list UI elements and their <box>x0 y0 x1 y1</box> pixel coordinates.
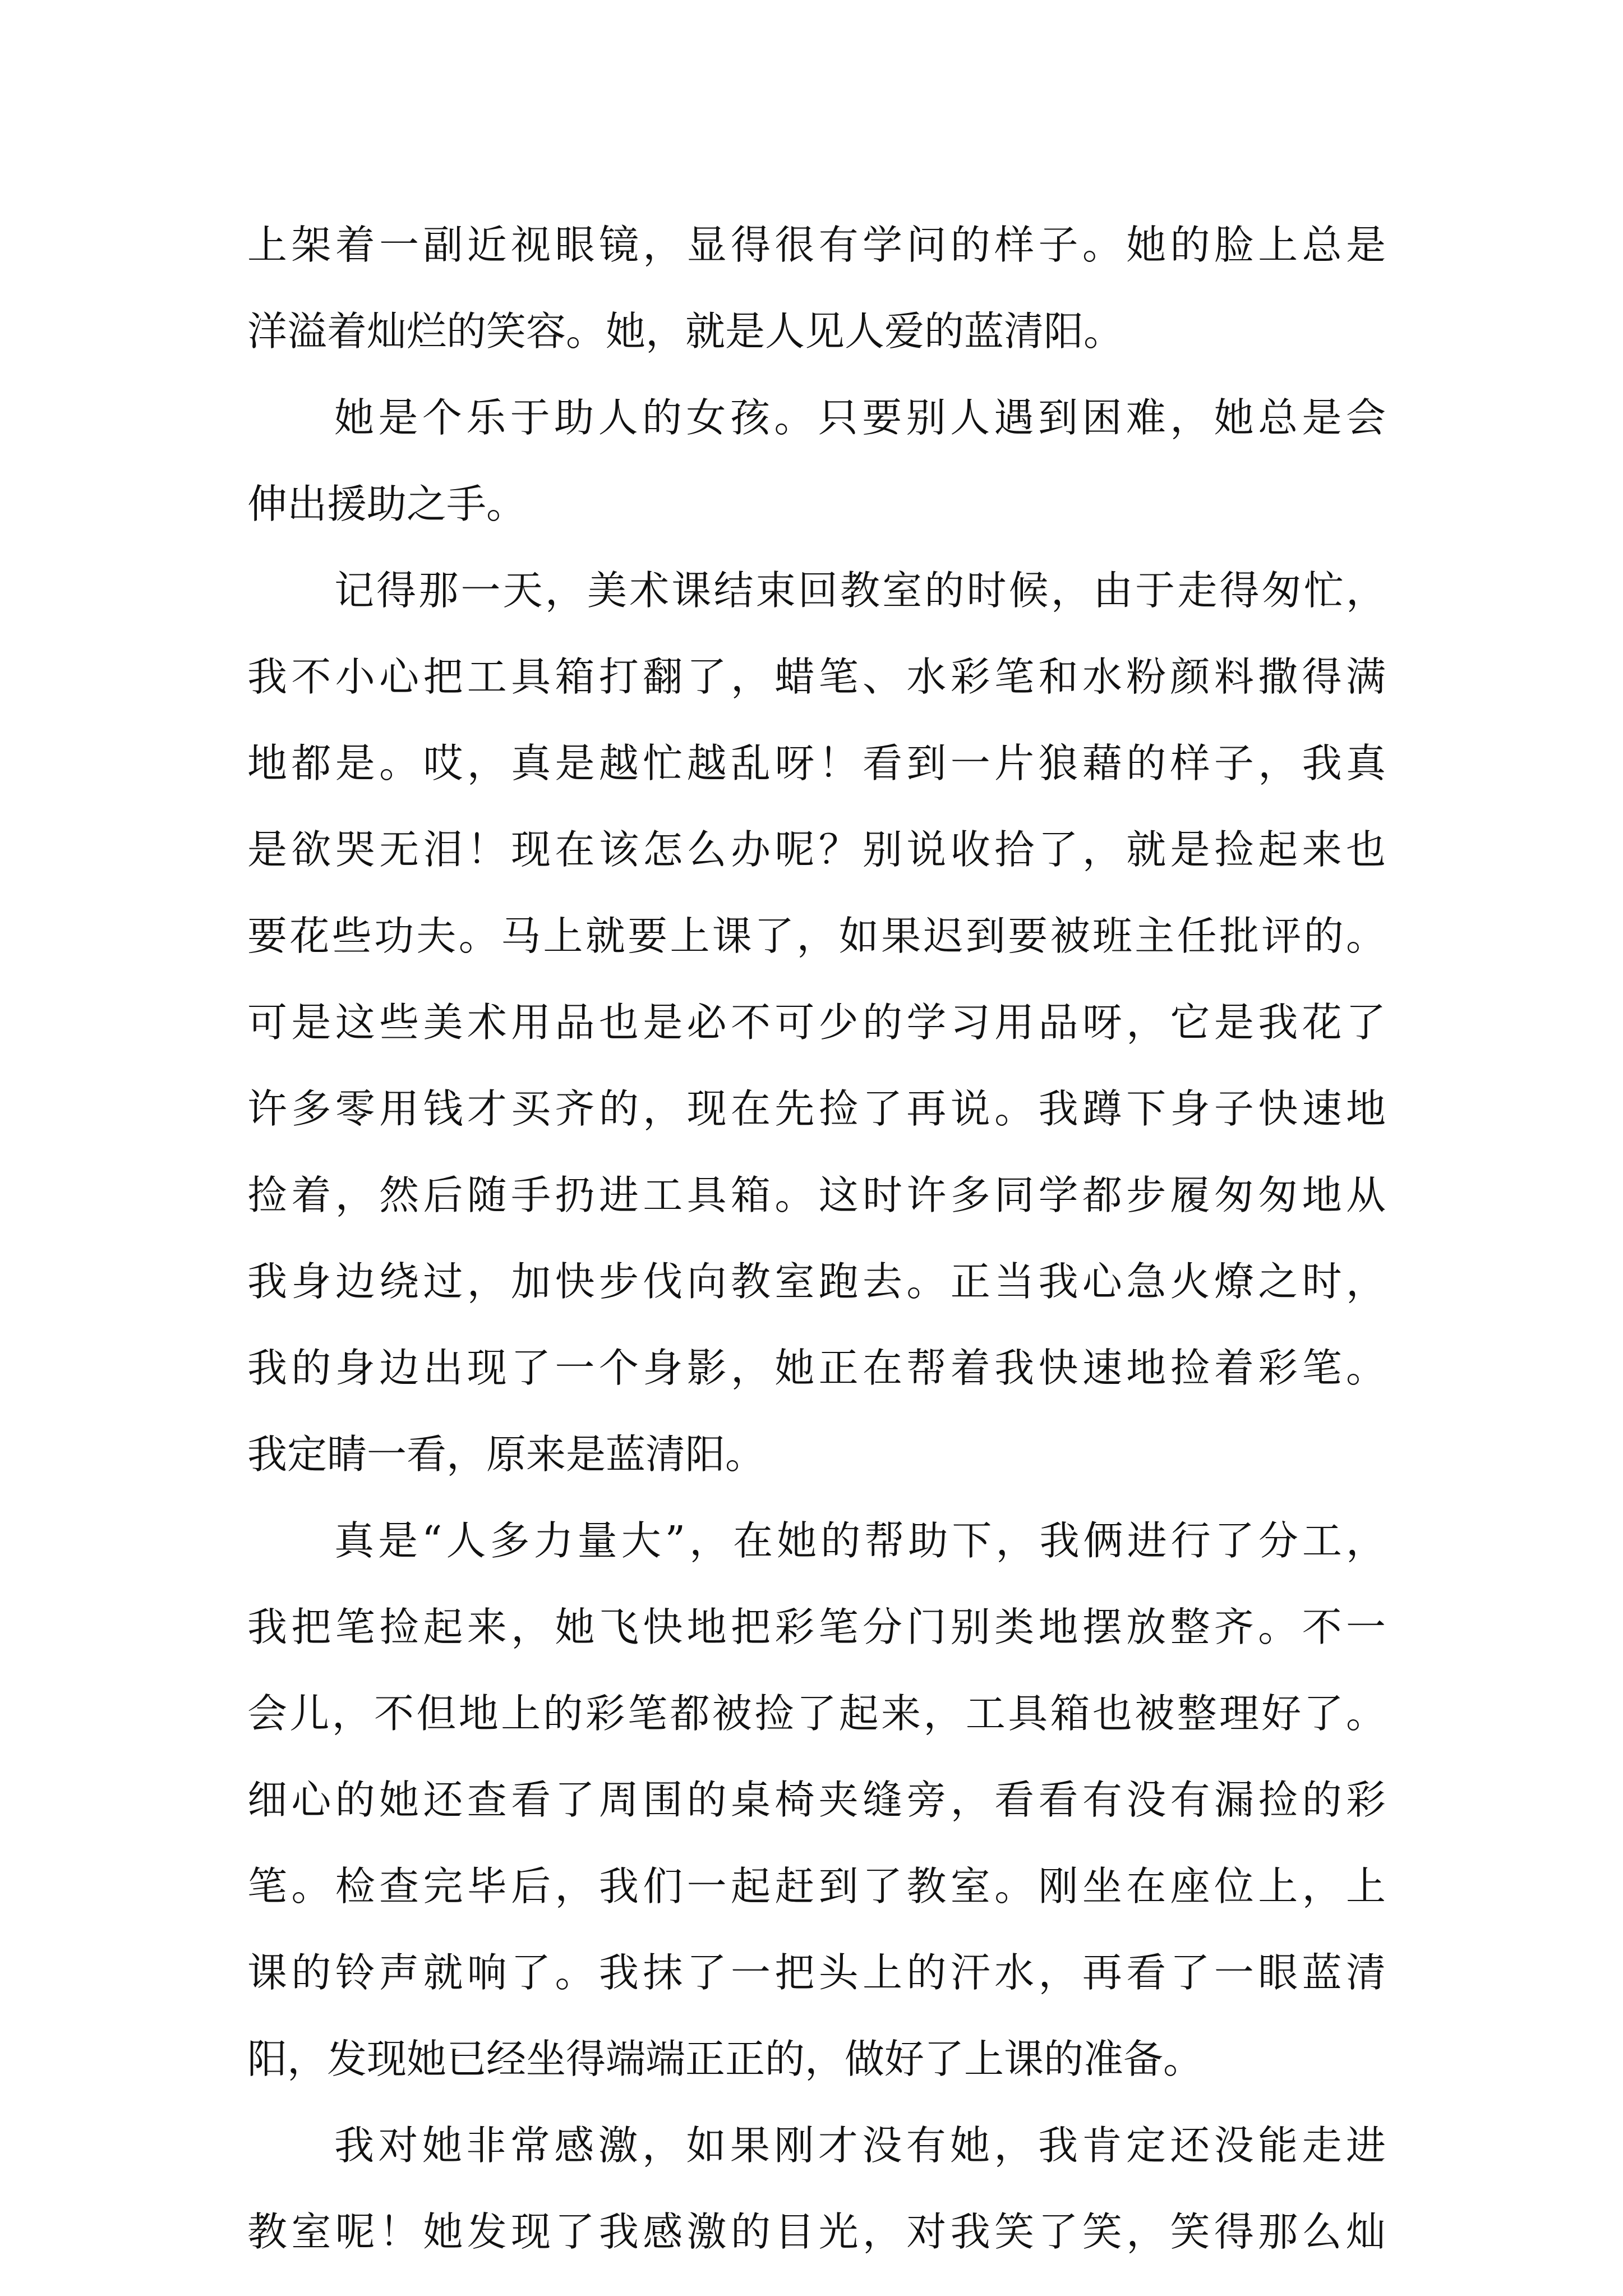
text-line: 我把笔捡起来，她飞快地把彩笔分门别类地摆放整齐。不一 <box>247 1604 1386 1650</box>
text-line: 是欲哭无泪！现在该怎么办呢？别说收拾了，就是捡起来也 <box>247 826 1386 873</box>
text-line: 地都是。哎，真是越忙越乱呀！看到一片狼藉的样子，我真 <box>247 740 1386 786</box>
text-line: 细心的她还查看了周围的桌椅夹缝旁，看看有没有漏捡的彩 <box>247 1777 1386 1823</box>
text-line: 捡着，然后随手扔进工具箱。这时许多同学都步履匆匆地从 <box>247 1172 1386 1218</box>
paragraph-first-line: 记得那一天，美术课结束回教室的时候，由于走得匆忙， <box>334 567 1386 614</box>
text-line: 可是这些美术用品也是必不可少的学习用品呀，它是我花了 <box>247 999 1386 1046</box>
text-line: 伸出援助之手。 <box>247 481 527 527</box>
paragraph-first-line: 真是“人多力量大”，在她的帮助下，我俩进行了分工， <box>334 1517 1386 1564</box>
text-line: 会儿，不但地上的彩笔都被捡了起来，工具箱也被整理好了。 <box>247 1690 1386 1737</box>
text-line: 洋溢着灿烂的笑容。她，就是人见人爱的蓝清阳。 <box>247 308 1124 355</box>
text-line: 我定睛一看，原来是蓝清阳。 <box>247 1431 766 1478</box>
paragraph-first-line: 我对她非常感激，如果刚才没有她，我肯定还没能走进 <box>334 2122 1386 2169</box>
text-line: 我不小心把工具箱打翻了，蜡笔、水彩笔和水粉颜料撒得满 <box>247 654 1386 700</box>
text-line: 许多零用钱才买齐的，现在先捡了再说。我蹲下身子快速地 <box>247 1085 1386 1132</box>
paragraph-first-line: 她是个乐于助人的女孩。只要别人遇到困难，她总是会 <box>334 394 1386 441</box>
text-line: 笔。检查完毕后，我们一起赶到了教室。刚坐在座位上，上 <box>247 1863 1386 1910</box>
text-line: 要花些功夫。马上就要上课了，如果迟到要被班主任批评的。 <box>247 913 1386 959</box>
text-line: 我身边绕过，加快步伐向教室跑去。正当我心急火燎之时， <box>247 1258 1386 1305</box>
text-line: 课的铃声就响了。我抹了一把头上的汗水，再看了一眼蓝清 <box>247 1949 1386 1996</box>
text-line: 阳，发现她已经坐得端端正正的，做好了上课的准备。 <box>247 2036 1204 2082</box>
text-line: 教室呢！她发现了我感激的目光，对我笑了笑，笑得那么灿 <box>247 2208 1386 2255</box>
text-line: 上架着一副近视眼镜，显得很有学问的样子。她的脸上总是 <box>247 222 1386 268</box>
text-line: 我的身边出现了一个身影，她正在帮着我快速地捡着彩笔。 <box>247 1345 1386 1391</box>
